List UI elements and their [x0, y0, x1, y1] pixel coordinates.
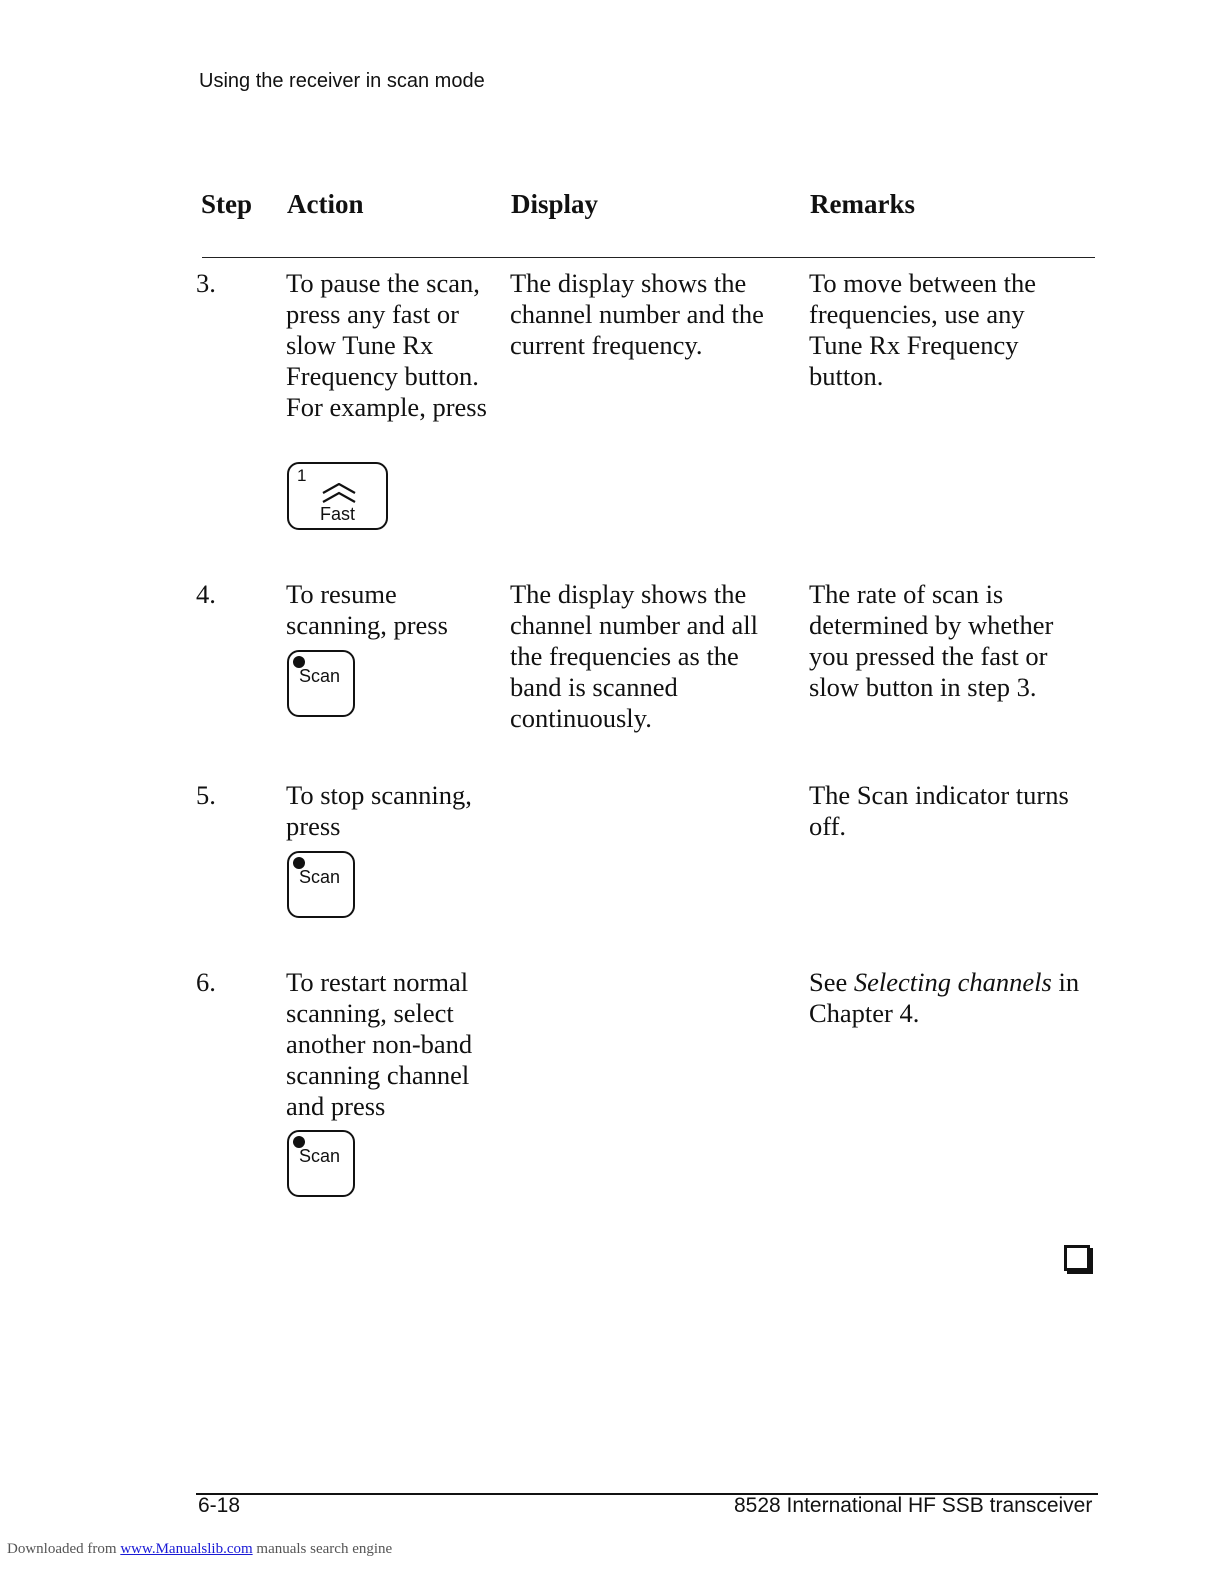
key-label: Fast — [320, 504, 356, 524]
manual-title: 8528 International HF SSB transceiver — [734, 1494, 1093, 1517]
remarks-text: The Scan indicator turns off. — [809, 780, 1069, 841]
step-number: 6. — [196, 967, 216, 997]
running-head: Using the receiver in scan mode — [199, 70, 485, 92]
remarks-text — [809, 967, 1094, 1029]
end-of-section-box-icon — [1064, 1245, 1090, 1271]
key-number: 1 — [297, 466, 307, 485]
double-chevron-up-icon — [321, 483, 357, 503]
remarks-prefix: See — [809, 967, 854, 997]
column-header-action: Action — [287, 189, 364, 219]
column-header-display: Display — [511, 189, 599, 219]
remarks-text: The rate of scan is determined by whether you pressed the fast or slow button in step 3. — [809, 579, 1054, 702]
scan-key — [287, 851, 355, 918]
key-label: Scan — [299, 666, 341, 686]
column-header-remarks: Remarks — [810, 189, 915, 219]
fast-tune-up-key — [287, 462, 388, 530]
key-label: Scan — [299, 867, 341, 887]
display-text: The display shows the channel number and all the frequencies as the band is scanned continuously. — [510, 579, 758, 733]
step-number: 3. — [196, 268, 216, 298]
action-text: To restart normal scanning, select another non-band scanning channel and press — [286, 967, 473, 1121]
download-prefix: Downloaded from — [7, 1541, 121, 1557]
column-header-step: Step — [201, 189, 253, 219]
step-number: 5. — [196, 780, 216, 810]
action-text: To stop scanning, press — [286, 780, 472, 841]
display-text: The display shows the channel number and the current frequency. — [510, 268, 764, 360]
download-notice — [7, 1541, 392, 1558]
scan-key — [287, 650, 355, 717]
scan-key — [287, 1130, 355, 1197]
action-text: To resume scanning, press — [286, 579, 448, 640]
remarks-suffix: in Chapter 4. — [809, 967, 1080, 1028]
manualslib-link[interactable]: www.Manualslib.com — [120, 1541, 253, 1557]
step-number: 4. — [196, 579, 216, 609]
remarks-text: To move between the frequencies, use any Tune Rx Frequency button. — [809, 268, 1036, 391]
cross-reference-title: Selecting channels — [853, 967, 1052, 997]
action-text: To pause the scan, press any fast or slow Tune Rx Frequency button. For example, press — [286, 268, 487, 422]
key-label: Scan — [299, 1146, 341, 1166]
download-suffix: manuals search engine — [252, 1541, 393, 1557]
page-number: 6-18 — [198, 1494, 241, 1517]
header-rule — [202, 257, 1095, 258]
